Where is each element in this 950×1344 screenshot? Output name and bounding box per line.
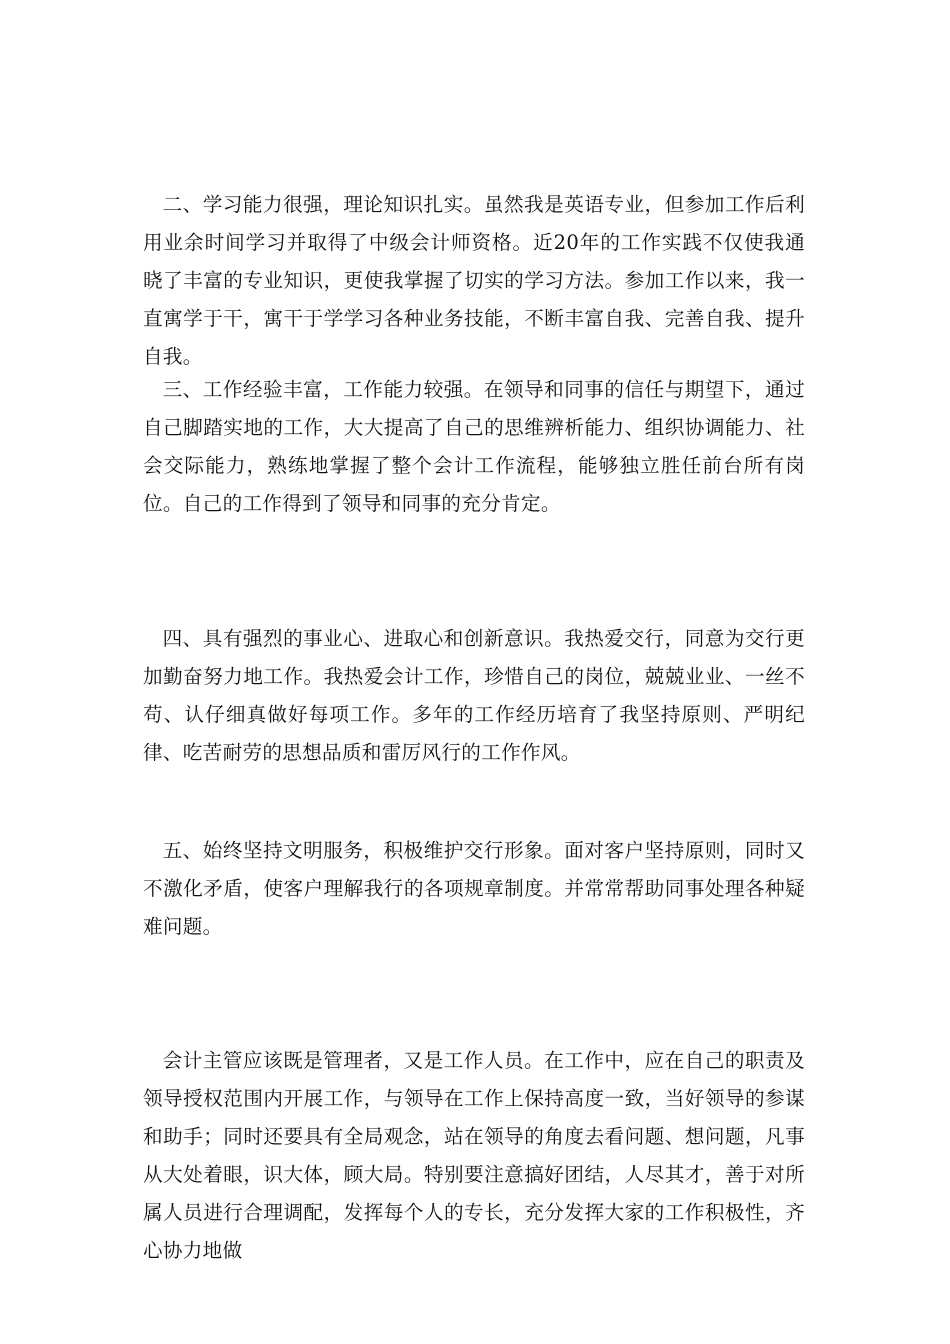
paragraph-service: 五、始终坚持文明服务，积极维护交行形象。面对客户坚持原则，同时又不激化矛盾，使客户理解我行的各项规章制度。并常常帮助同事处理各种疑难问题。 bbox=[143, 839, 805, 938]
paragraph-accounting-supervisor: 会计主管应该既是管理者，又是工作人员。在工作中，应在自己的职责及领导授权范围内开展工作，与领导在工作上保持高度一致，当好领导的参谋和助手；同时还要具有全局观念，站在领导的角度去看问题、想问题，凡事从大处着眼，识大体，顾大局。特别要注意搞好团结，人尽其才，善于对所属人员进行合理调配，发挥每个人的专长，充分发挥大家的工作积极性，齐心协力地做 bbox=[143, 1049, 805, 1262]
paragraph-learning-ability: 二、学习能力很强，理论知识扎实。虽然我是英语专业，但参加工作后利用业余时间学习并取得了中级会计师资格。近20年的工作实践不仅使我通晓了丰富的专业知识，更使我掌握了切实的学习方法。参加工作以来，我一直寓学于干，寓干于学学习各种业务技能，不断丰富自我、完善自我、提升自我。 bbox=[143, 193, 805, 368]
paragraph-work-experience: 三、工作经验丰富，工作能力较强。在领导和同事的信任与期望下，通过自己脚踏实地的工作，大大提高了自己的思维辨析能力、组织协调能力、社会交际能力，熟练地掌握了整个会计工作流程，能够独立胜任前台所有岗位。自己的工作得到了领导和同事的充分肯定。 bbox=[143, 378, 805, 515]
paragraph-dedication: 四、具有强烈的事业心、进取心和创新意识。我热爱交行，同意为交行更加勤奋努力地工作。我热爱会计工作，珍惜自己的岗位，兢兢业业、一丝不苟、认仔细真做好每项工作。多年的工作经历培育了我坚持原则、严明纪律、吃苦耐劳的思想品质和雷厉风行的工作作风。 bbox=[143, 627, 805, 764]
